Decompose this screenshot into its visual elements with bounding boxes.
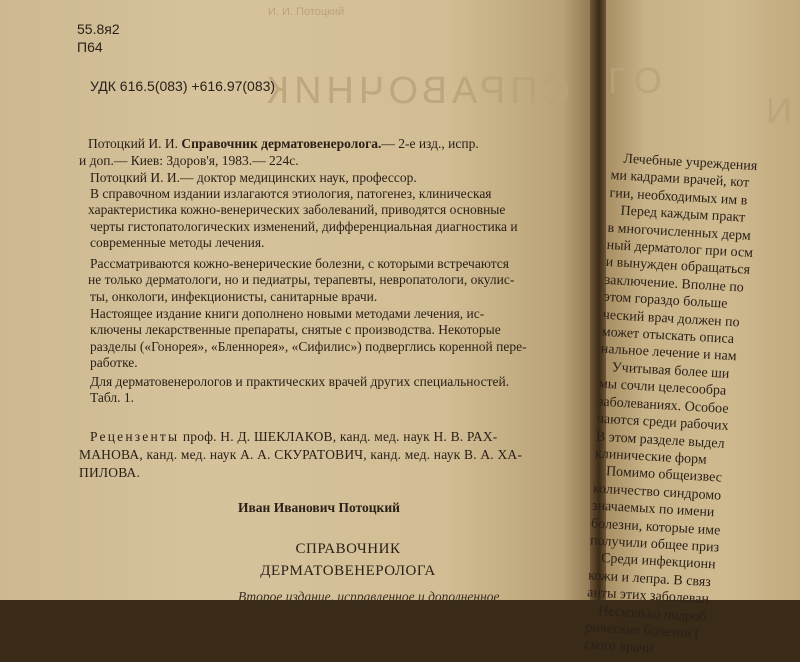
paragraph-line: не только дерматологи, но и педиатры, терапевты, невропатологи, окулис- — [88, 272, 515, 288]
bibliographic-entry-line2: и доп.— Киев: Здоров'я, 1983.— 224с. — [79, 153, 299, 168]
text-line: чаются среди рабочих — [596, 411, 730, 435]
reviewers-line-3: ПИЛОВА. — [79, 465, 141, 480]
text-line: В этом разделе выдел — [595, 429, 725, 452]
reviewers-label: Рецензенты — [90, 429, 180, 444]
paragraph-line: Для дерматовенерологов и практических врачей других специальностей. — [90, 374, 510, 389]
show-through-right-1: ПО — [608, 60, 662, 101]
text-line: Лечебные учреждения — [623, 151, 758, 175]
bbk-code: 55.8я2 — [77, 21, 120, 37]
text-line: Помимо общеизвес — [605, 464, 723, 486]
show-through-right-2: И — [766, 90, 792, 131]
text-line: ми кадрами врачей, кот — [610, 168, 750, 192]
text-line: в многочисленных дерм — [607, 220, 752, 244]
author-name: Иван Иванович Потоцкий — [238, 500, 400, 515]
text-line: получили общее приз — [589, 533, 720, 556]
right-page-text — [584, 150, 758, 662]
annotation-paragraph-2 — [90, 256, 514, 305]
text-line: нальное лечение и нам — [600, 342, 737, 365]
paragraph-line: черты гистопатологических изменений, дифференциальная диагностика и — [90, 218, 518, 234]
about-author: Потоцкий И. И.— доктор медицинских наук, профессор. — [90, 170, 417, 185]
text-line: Несколько подроб — [597, 603, 707, 625]
reviewers-names-1: проф. Н. Д. ШЕКЛАКОВ, канд. мед. наук Н. В. РАХ- — [179, 429, 498, 444]
catalog-code: П64 — [77, 39, 103, 55]
reviewers-line-1 — [90, 428, 522, 446]
bib-title: Справочник дерматовенеролога. — [181, 136, 382, 151]
text-line: клинические форм — [594, 446, 708, 468]
text-line: гии, необходимых им в — [609, 185, 748, 209]
right-page — [583, 0, 800, 657]
text-line: может отыскать описа — [601, 324, 735, 348]
show-through-author: И. И. Потоцкий — [268, 6, 345, 18]
paragraph-line: Рассматриваются кожно-венерические болезни, с которыми встречаются — [90, 256, 510, 271]
paragraph-line: разделы («Гонорея», «Бленнорея», «Сифилис») подверглись коренной пере- — [90, 338, 527, 354]
reviewers-block — [79, 428, 523, 482]
text-line: значаемых по имени — [591, 498, 715, 521]
bib-edition: — 2-е изд., испр. — [381, 136, 479, 151]
book-title-line-1: СПРАВОЧНИК — [295, 541, 401, 557]
text-line: анты этих заболеван — [586, 585, 710, 608]
paragraph-line: ты, онкологи, инфекционисты, санитарные врачи. — [90, 288, 378, 304]
text-line: Среди инфекционн — [600, 551, 716, 573]
edition-note: Второе издание, исправленное и дополненное — [238, 589, 500, 604]
annotation-paragraph-1 — [90, 186, 518, 252]
reviewers-line-2: МАНОВА, канд. мед. наук А. А. СКУРАТОВИЧ, канд. мед. наук В. А. ХА- — [79, 447, 523, 462]
bib-author: Потоцкий И. И. — [88, 136, 182, 151]
book-title-line-2: ДЕРМАТОВЕНЕРОЛОГА — [260, 563, 436, 579]
udc-code: УДК 616.5(083) +616.97(083) — [90, 78, 276, 94]
text-line: ческий врач должен по — [602, 307, 741, 331]
paragraph-line: В справочном издании излагаются этиология, патогенез, клиническая — [90, 186, 492, 201]
paragraph-line: работке. — [90, 355, 138, 371]
text-line: заболеваниях. Особое — [597, 394, 729, 417]
text-line: количество синдромо — [592, 481, 722, 504]
text-line: ный дерматолог при осм — [606, 237, 754, 262]
annotation-paragraph-4 — [90, 374, 509, 407]
text-line: этом гораздо больше — [603, 290, 728, 312]
text-line: рические болезни ( — [584, 620, 700, 642]
text-line: кожи и лепра. В связ — [587, 568, 712, 590]
text-line: Учитывая более ши — [611, 360, 730, 382]
text-line: болезни, которые име — [590, 515, 721, 539]
paragraph-line: Табл. 1. — [90, 390, 135, 406]
text-line: заключение. Вполне по — [604, 272, 745, 296]
paragraph-line: современные методы лечения. — [90, 235, 265, 251]
text-line: ского врачи — [583, 637, 654, 657]
paragraph-line: Настоящее издание книги дополнено новыми методами лечения, ис- — [90, 306, 485, 321]
bibliographic-entry-line1 — [88, 136, 479, 152]
text-line: Перед каждым практ — [620, 203, 746, 226]
text-line: мы сочли целесообра — [598, 376, 727, 400]
paragraph-line: ключены лекарственные препараты, снятые с производства. Некоторые — [90, 322, 501, 338]
show-through-title: СПРАВОЧНИК — [262, 70, 570, 112]
paragraph-line: характеристика кожно-венерических заболеваний, приводятся основные — [88, 202, 506, 218]
text-line: и вынужден обращаться — [605, 255, 751, 279]
annotation-paragraph-3 — [90, 306, 527, 372]
